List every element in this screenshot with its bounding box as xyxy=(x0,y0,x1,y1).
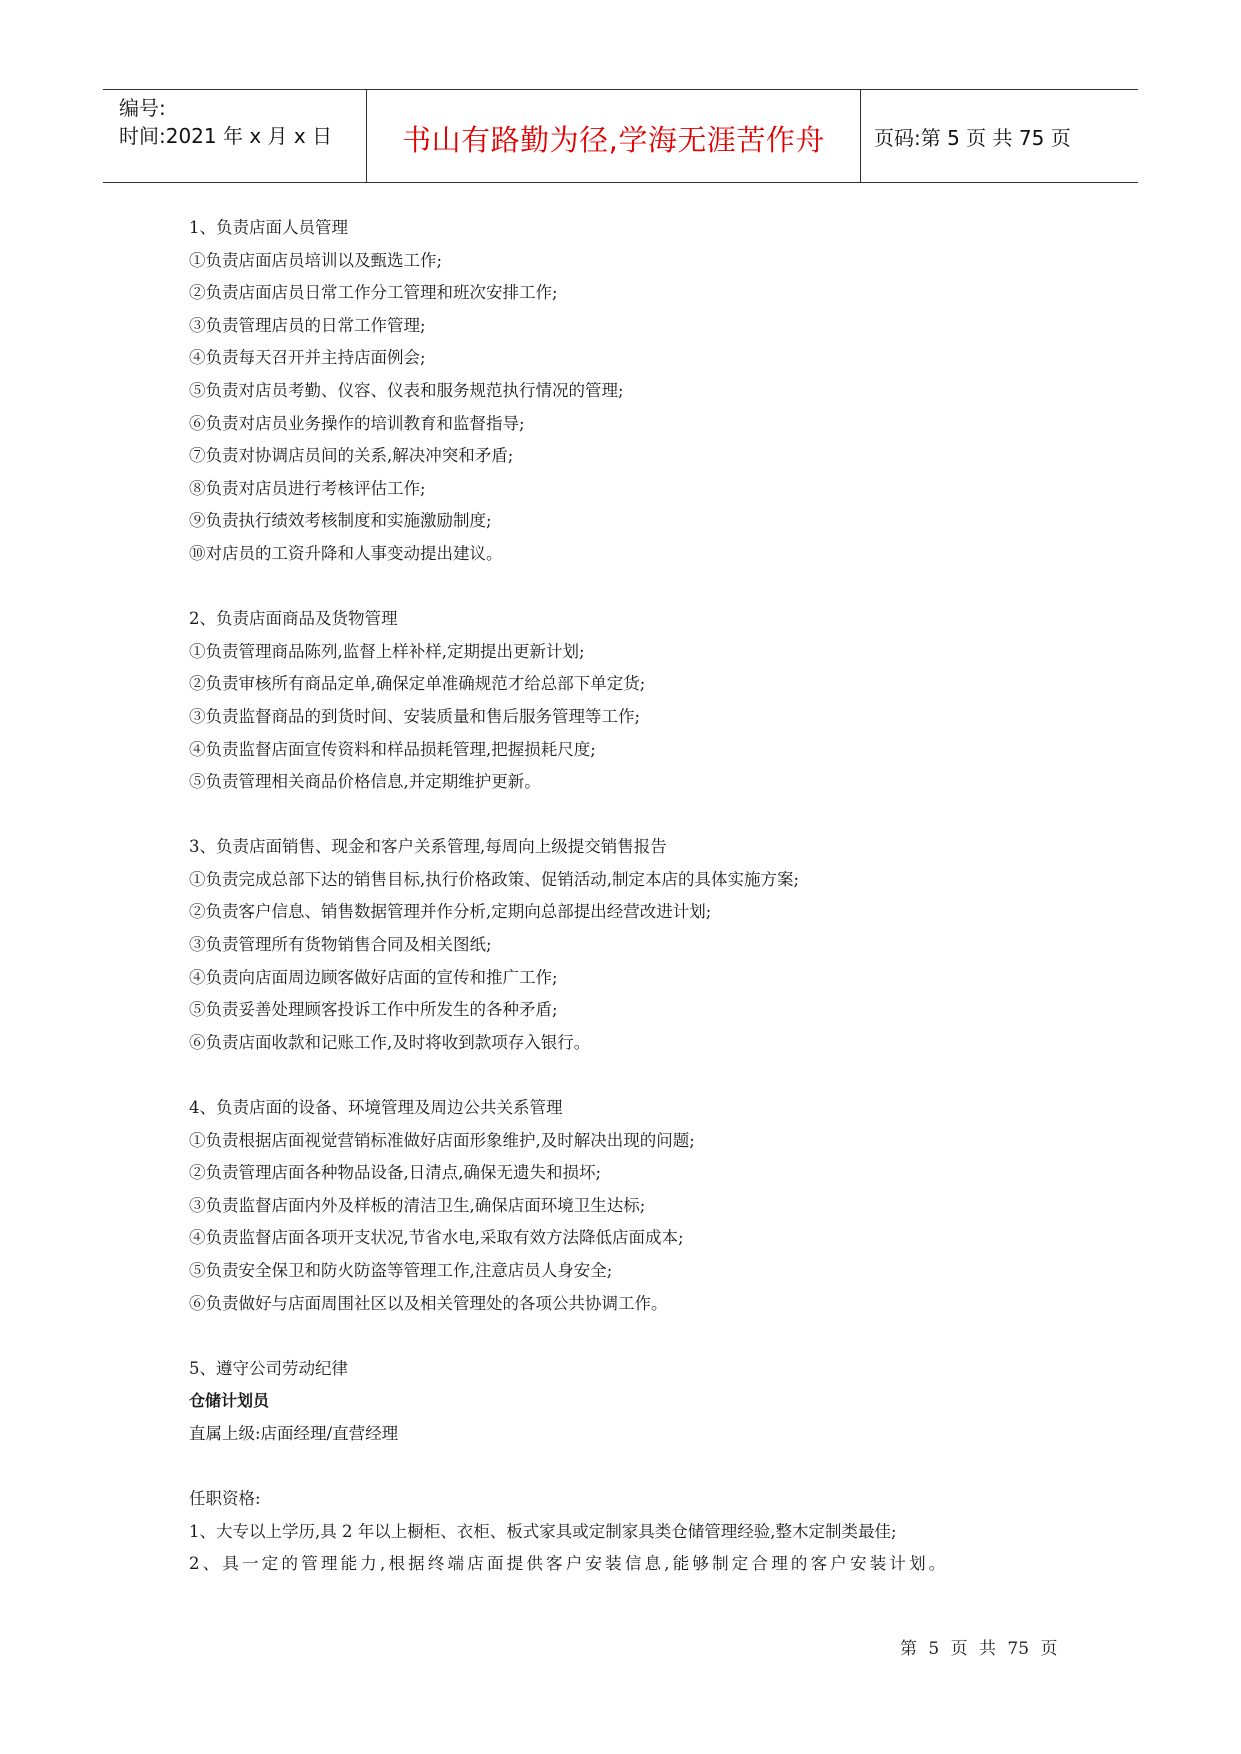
list-item: ⑥负责店面收款和记账工作,及时将收到款项存入银行。 xyxy=(189,1032,591,1052)
list-item: ④负责每天召开并主持店面例会; xyxy=(189,348,426,368)
list-item: ⑤负责管理相关商品价格信息,并定期维护更新。 xyxy=(189,772,541,792)
list-item: ①负责根据店面视觉营销标准做好店面形象维护,及时解决出现的问题; xyxy=(189,1130,695,1150)
page-footer: 第 5 页 共 75 页 xyxy=(900,1639,1058,1659)
header-meta xyxy=(103,90,367,182)
supervisor-line: 直属上级:店面经理/直营经理 xyxy=(189,1423,399,1443)
qualification-item: 1、大专以上学历,具 2 年以上橱柜、衣柜、板式家具或定制家具类仓储管理经验,整木定制类最佳; xyxy=(189,1521,897,1541)
list-item: ⑦负责对协调店员间的关系,解决冲突和矛盾; xyxy=(189,446,514,466)
list-item: ⑩对店员的工资升降和人事变动提出建议。 xyxy=(189,543,503,563)
header-motto-cell xyxy=(367,90,861,182)
list-item: ①负责管理商品陈列,监督上样补样,定期提出更新计划; xyxy=(189,641,585,661)
section-title: 1、负责店面人员管理 xyxy=(189,218,348,237)
list-item: ③负责监督商品的到货时间、安装质量和售后服务管理等工作; xyxy=(189,706,641,726)
list-item: ④负责监督店面各项开支状况,节省水电,采取有效方法降低店面成本; xyxy=(189,1228,684,1248)
qualification-item: 2、具一定的管理能力,根据终端店面提供客户安装信息,能够制定合理的客户安装计划。 xyxy=(189,1554,949,1574)
list-item: ②负责管理店面各种物品设备,日清点,确保无遗失和损坏; xyxy=(189,1163,602,1183)
list-item: ⑨负责执行绩效考核制度和实施激励制度; xyxy=(189,511,492,531)
doc-time-label: 时间:2021 年 x 月 x 日 xyxy=(119,124,333,148)
list-item: ⑤负责对店员考勤、仪容、仪表和服务规范执行情况的管理; xyxy=(189,380,624,400)
document-body xyxy=(189,212,1089,1581)
list-item: ①负责完成总部下达的销售目标,执行价格政策、促销活动,制定本店的具体实施方案; xyxy=(189,869,800,889)
list-item: ②负责客户信息、销售数据管理并作分析,定期向总部提出经营改进计划; xyxy=(189,902,712,922)
section-title: 5、遵守公司劳动纪律 xyxy=(189,1358,348,1378)
list-item: ③负责管理所有货物销售合同及相关图纸; xyxy=(189,935,492,955)
qualifications-label: 任职资格: xyxy=(189,1489,261,1509)
header-motto: 书山有路勤为径,学海无涯苦作舟 xyxy=(402,122,825,157)
list-item: ⑥负责对店员业务操作的培训教育和监督指导; xyxy=(189,413,525,433)
list-item: ④负责向店面周边顾客做好店面的宣传和推广工作; xyxy=(189,967,558,987)
list-item: ⑤负责安全保卫和防火防盗等管理工作,注意店员人身安全; xyxy=(189,1261,613,1280)
list-item: ④负责监督店面宣传资料和样品损耗管理,把握损耗尺度; xyxy=(189,739,596,759)
page-header xyxy=(103,89,1138,183)
role-title: 仓储计划员 xyxy=(189,1391,270,1411)
list-item: ②负责店面店员日常工作分工管理和班次安排工作; xyxy=(189,283,558,303)
list-item: ①负责店面店员培训以及甄选工作; xyxy=(189,250,443,270)
section-title: 4、负责店面的设备、环境管理及周边公共关系管理 xyxy=(189,1098,563,1118)
header-page-info: 页码:第 5 页 共 75 页 xyxy=(874,125,1071,150)
list-item: ③负责监督店面内外及样板的清洁卫生,确保店面环境卫生达标; xyxy=(189,1195,646,1215)
section-title: 3、负责店面销售、现金和客户关系管理,每周向上级提交销售报告 xyxy=(189,837,667,857)
doc-number-label: 编号: xyxy=(119,96,166,120)
list-item: ⑤负责妥善处理顾客投诉工作中所发生的各种矛盾; xyxy=(189,1000,558,1020)
list-item: ⑥负责做好与店面周围社区以及相关管理处的各项公共协调工作。 xyxy=(189,1293,668,1313)
section-title: 2、负责店面商品及货物管理 xyxy=(189,609,398,629)
list-item: ②负责审核所有商品定单,确保定单准确规范才给总部下单定货; xyxy=(189,674,646,694)
list-item: ③负责管理店员的日常工作管理; xyxy=(189,315,426,335)
list-item: ⑧负责对店员进行考核评估工作; xyxy=(189,478,426,498)
header-page-info-cell xyxy=(861,90,1138,182)
